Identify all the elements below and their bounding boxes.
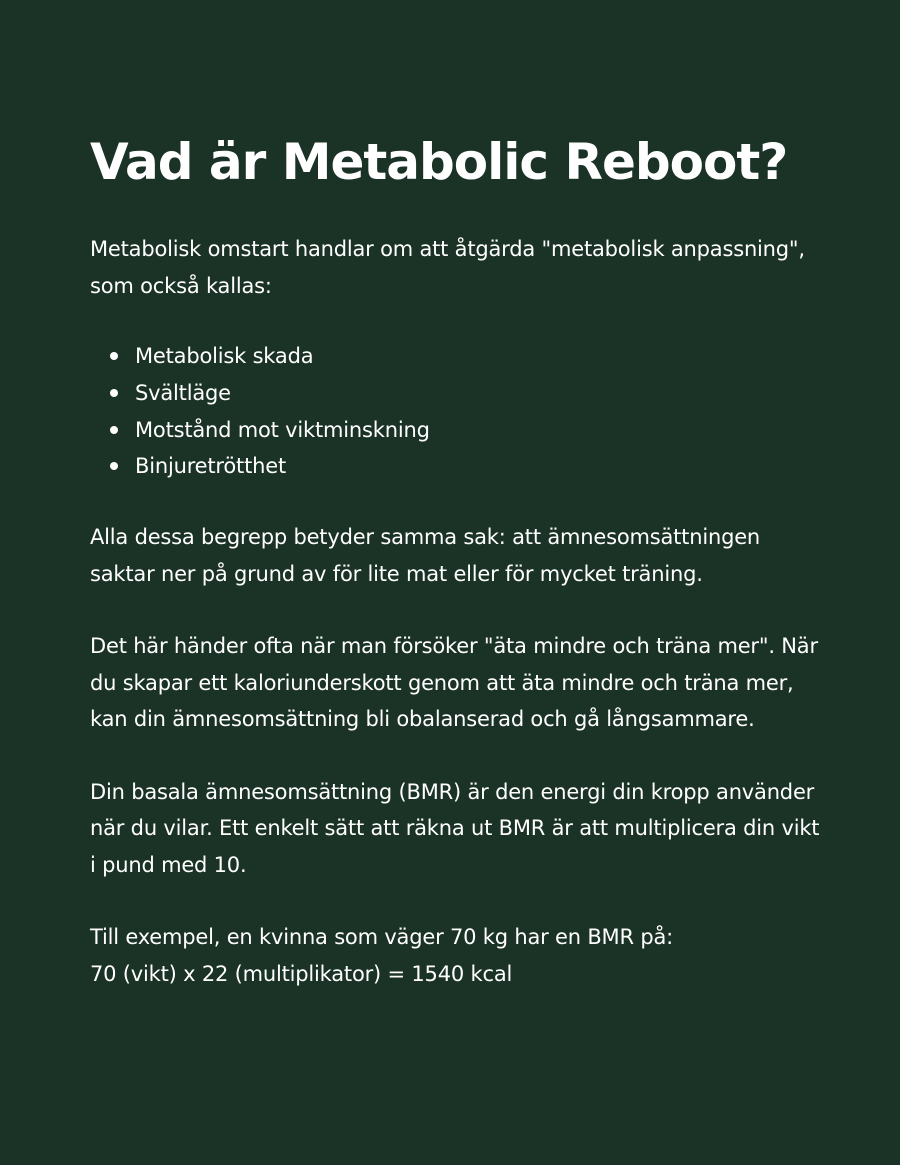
list-item-label: Motstånd mot viktminskning (135, 417, 430, 442)
bullet-icon (110, 389, 118, 397)
paragraph-definition: Alla dessa begrepp betyder samma sak: att ämnesomsättningen saktar ner på grund av för lite mat eller för mycket träning. (90, 525, 761, 586)
list-item (90, 375, 830, 412)
example-line-1: Till exempel, en kvinna som väger 70 kg har en BMR på: (90, 925, 673, 950)
document-page (90, 128, 830, 992)
paragraph-bmr: Din basala ämnesomsättning (BMR) är den energi din kropp använder när du vilar. Ett enkelt sätt att räkna ut BMR är att multiplicera din vikt i pund med 10. (90, 779, 820, 877)
list-item-label: Svältläge (135, 380, 231, 405)
bullet-icon (110, 426, 118, 434)
page-title: Vad är Metabolic Reboot? (90, 133, 788, 191)
bullet-icon (110, 462, 118, 470)
paragraph-cause: Det här händer ofta när man försöker "äta mindre och träna mer". När du skapar ett kaloriunderskott genom att äta mindre och träna mer, kan din ämnesomsättning bli obalanserad och gå långsammare. (90, 634, 818, 732)
list-item-label: Metabolisk skada (135, 344, 314, 368)
list-item (90, 448, 830, 485)
list-item (90, 412, 830, 449)
example-line-2: 70 (vikt) x 22 (multiplikator) = 1540 kcal (90, 961, 513, 986)
example-block (90, 919, 830, 992)
list-item (90, 338, 830, 375)
list-item-label: Binjuretrötthet (135, 454, 286, 479)
bullet-icon (110, 352, 118, 360)
bullet-list (90, 338, 830, 485)
intro-paragraph: Metabolisk omstart handlar om att åtgärda "metabolisk anpassning", som också kallas: (90, 237, 805, 298)
